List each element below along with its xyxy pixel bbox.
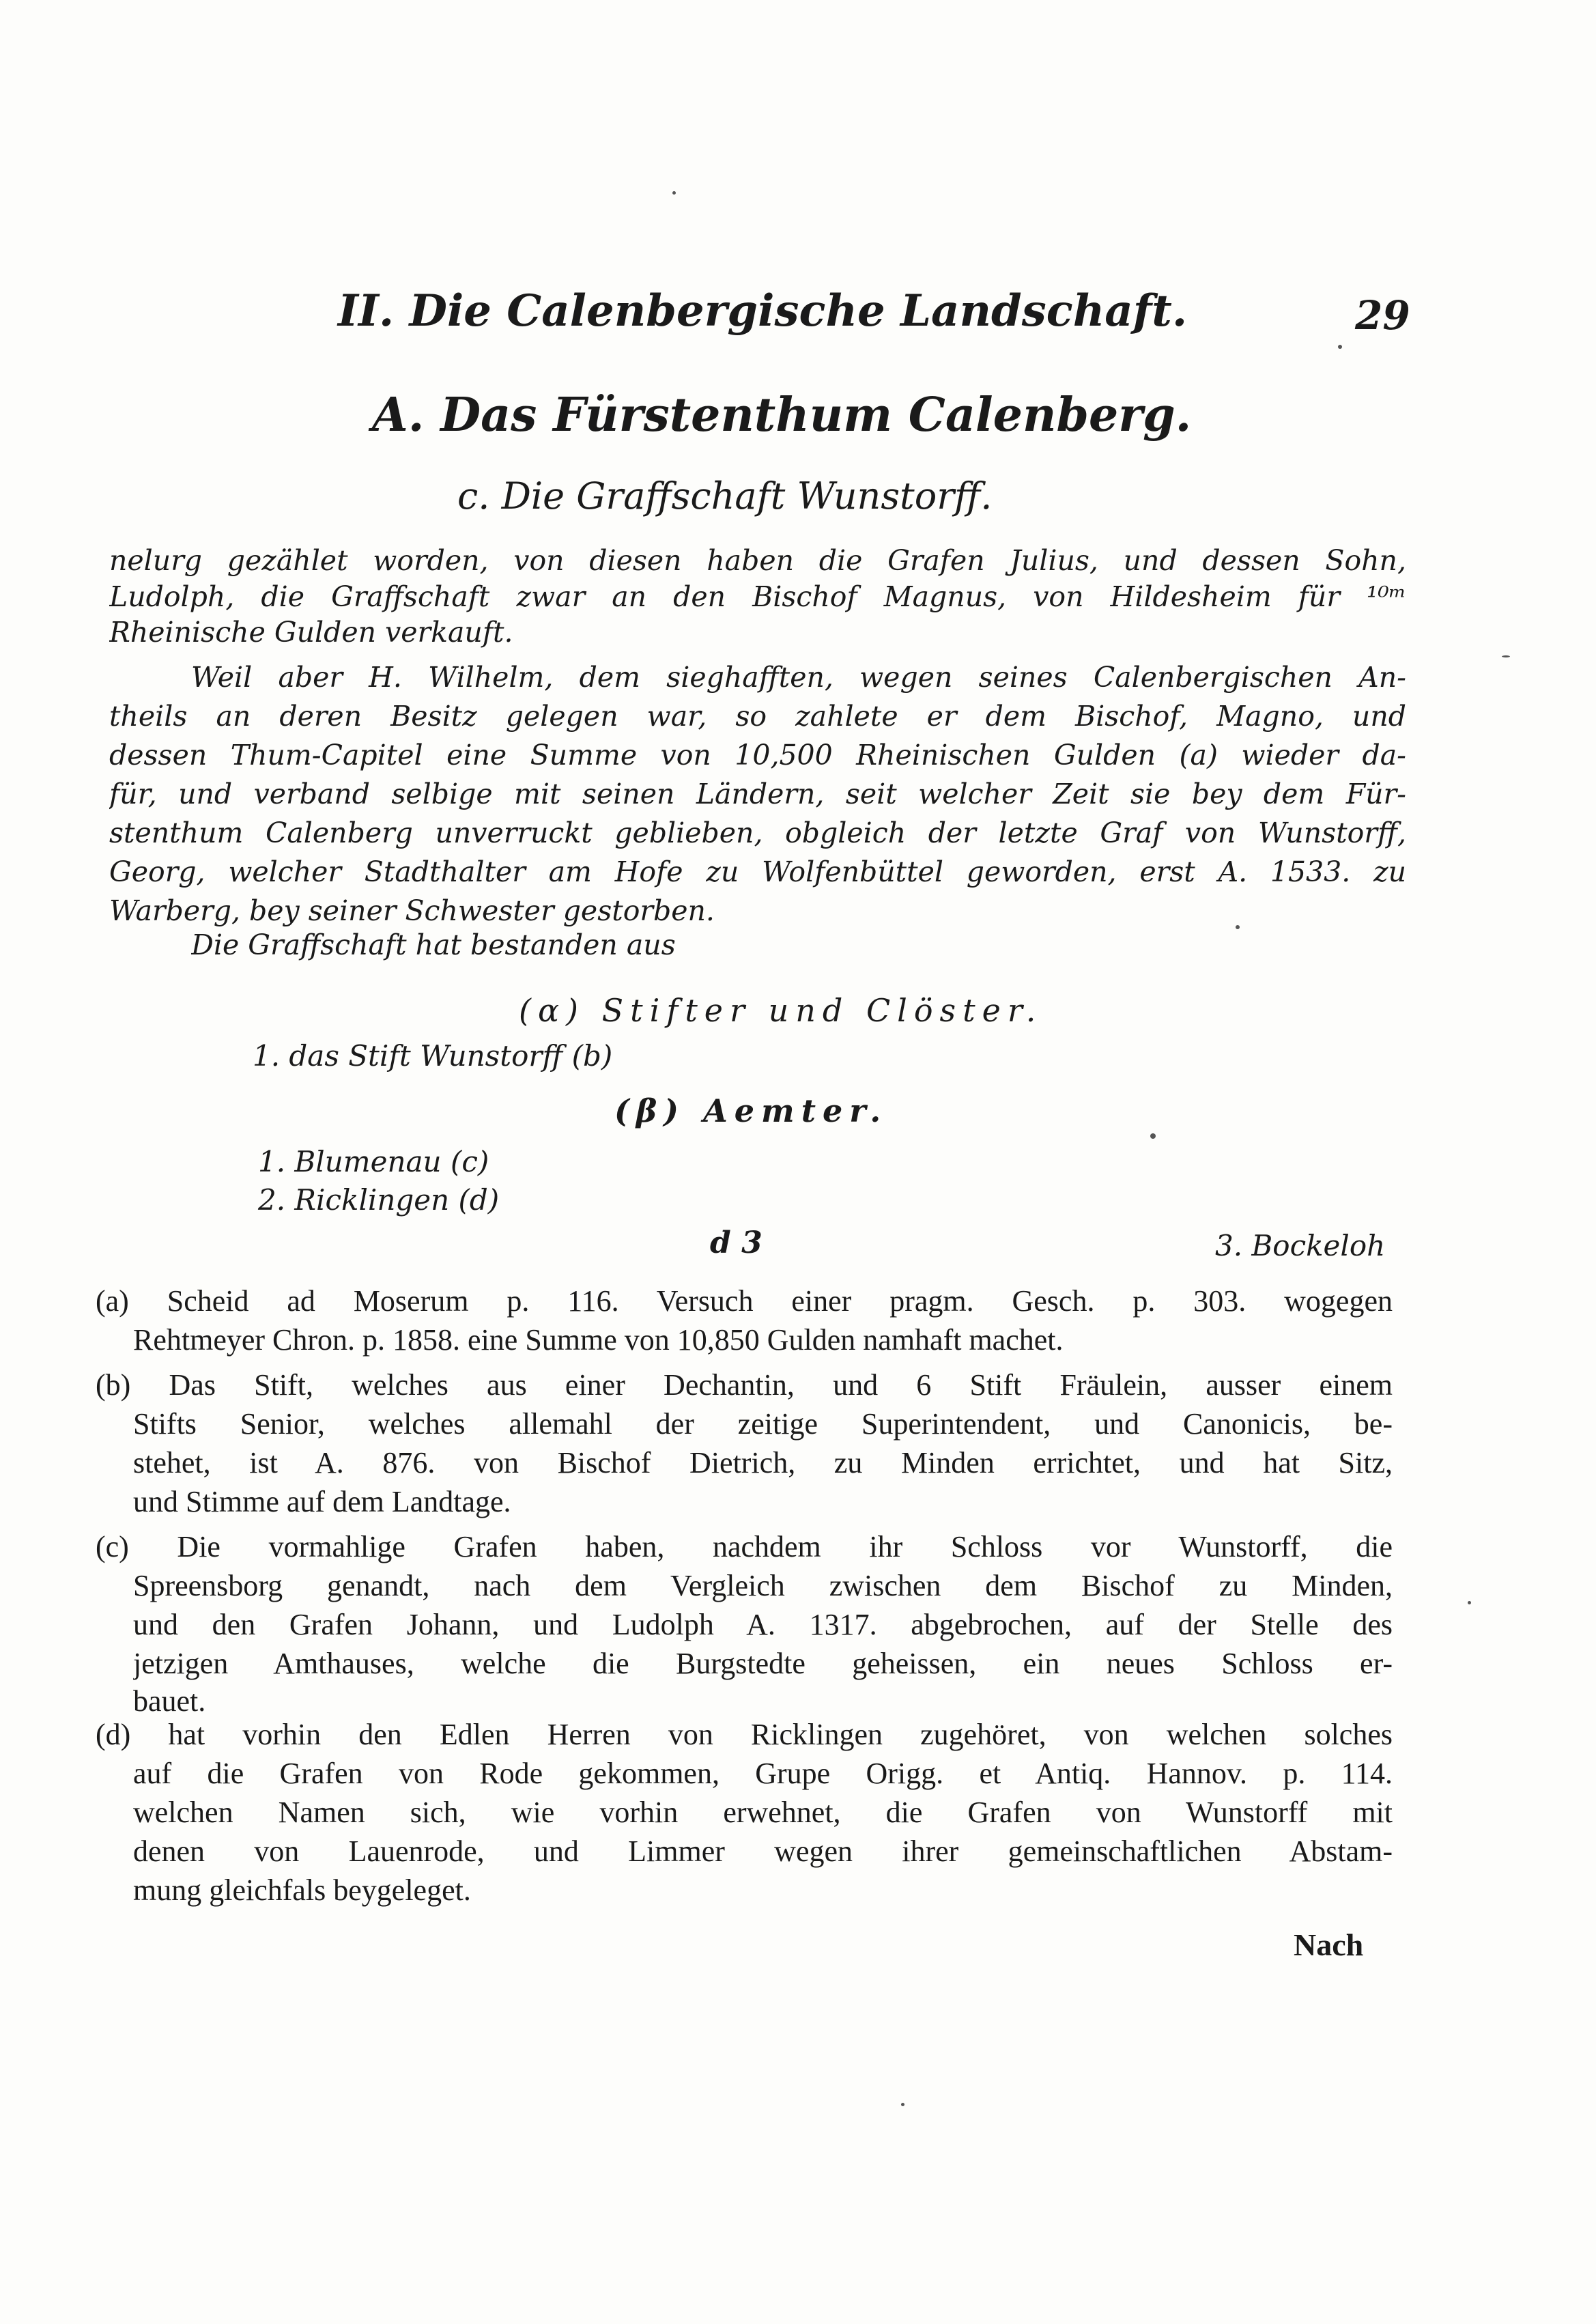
footnote-line: (b) Das Stift, welches aus einer Dechantin, und 6 Stift Fräulein, ausser einem bbox=[96, 1368, 1393, 1402]
scan-speck bbox=[1150, 1133, 1156, 1139]
footnote-line: und Stimme auf dem Landtage. bbox=[133, 1485, 511, 1518]
body-line: Ludolph, die Graffschaft zwar an den Bischof Magnus, von Hildesheim für ¹⁰ᵐ bbox=[109, 580, 1406, 613]
body-line: Rheinische Gulden verkauft. bbox=[109, 616, 513, 649]
scan-speck bbox=[1338, 345, 1342, 349]
scan-speck bbox=[1502, 655, 1510, 657]
footnote-line: Spreensborg genandt, nach dem Vergleich zwischen dem Bischof zu Minden, bbox=[133, 1569, 1393, 1602]
printer-signature: d 3 bbox=[710, 1225, 763, 1260]
footnote-line: (a) Scheid ad Moserum p. 116. Versuch einer pragm. Gesch. p. 303. wogegen bbox=[96, 1284, 1393, 1318]
section-title: A. Das Fürstenthum Calenberg. bbox=[372, 388, 1192, 442]
section-subtitle: c. Die Graffschaft Wunstorff. bbox=[457, 474, 993, 518]
body-line: Weil aber H. Wilhelm, dem sieghafften, wegen seines Calenbergischen An- bbox=[191, 661, 1406, 694]
body-line: Georg, welcher Stadthalter am Hofe zu Wolfenbüttel geworden, erst A. 1533. zu bbox=[109, 855, 1406, 888]
scan-speck bbox=[901, 2103, 904, 2106]
body-line: dessen Thum-Capitel eine Summe von 10,500 Rheinischen Gulden (a) wieder da- bbox=[109, 739, 1406, 771]
body-line: stenthum Calenberg unverruckt geblieben, obgleich der letzte Graf von Wunstorff, bbox=[109, 817, 1406, 849]
footnote-line: und den Grafen Johann, und Ludolph A. 1317. abgebrochen, auf der Stelle des bbox=[133, 1608, 1393, 1641]
scan-speck bbox=[1236, 925, 1240, 929]
footnote-line: Rehtmeyer Chron. p. 1858. eine Summe von 10,850 Gulden namhaft machet. bbox=[133, 1323, 1064, 1357]
scan-speck bbox=[1468, 1601, 1471, 1604]
footnote-line: auf die Grafen von Rode gekommen, Grupe Origg. et Antiq. Hannov. p. 114. bbox=[133, 1757, 1393, 1790]
footnote-line: welchen Namen sich, wie vorhin erwehnet, die Grafen von Wunstorff mit bbox=[133, 1796, 1393, 1829]
body-line: Warberg, bey seiner Schwester gestorben. bbox=[109, 894, 715, 927]
footnote-line: Stifts Senior, welches allemahl der zeitige Superintendent, und Canonicis, be- bbox=[133, 1407, 1393, 1441]
body-line: Die Graffschaft hat bestanden aus bbox=[191, 929, 676, 961]
running-title: II. Die Calenbergische Landschaft. bbox=[338, 285, 1188, 337]
page-number: 29 bbox=[1355, 292, 1410, 339]
section-alpha-item: 1. das Stift Wunstorff (b) bbox=[253, 1039, 613, 1073]
footnote-line: jetzigen Amthauses, welche die Burgstedte geheissen, ein neues Schloss er- bbox=[133, 1647, 1393, 1680]
catchword-item: 3. Bockeloh bbox=[1215, 1229, 1386, 1262]
catchword: Nach bbox=[1294, 1927, 1364, 1962]
body-line: für, und verband selbige mit seinen Ländern, seit welcher Zeit sie bey dem Für- bbox=[109, 778, 1406, 810]
body-line: nelurg gezählet worden, von diesen haben die Grafen Julius, und dessen Sohn, bbox=[109, 544, 1406, 577]
footnote-line: mung gleichfals beygeleget. bbox=[133, 1873, 471, 1907]
scan-speck bbox=[672, 191, 676, 195]
body-line: theils an deren Besitz gelegen war, so zahlete er dem Bischof, Magno, und bbox=[109, 700, 1406, 733]
section-beta-item: 1. Blumenau (c) bbox=[258, 1145, 489, 1178]
section-alpha-heading: (α) Stifter und Clöster. bbox=[519, 992, 1043, 1029]
footnote-line: (c) Die vormahlige Grafen haben, nachdem ihr Schloss vor Wunstorff, die bbox=[96, 1530, 1393, 1563]
section-beta-item: 2. Ricklingen (d) bbox=[258, 1183, 500, 1217]
footnote-line: (d) hat vorhin den Edlen Herren von Ricklingen zugehöret, von welchen solches bbox=[96, 1718, 1393, 1751]
footnote-line: denen von Lauenrode, und Limmer wegen ihrer gemeinschaftlichen Abstam- bbox=[133, 1834, 1393, 1868]
footnote-line: stehet, ist A. 876. von Bischof Dietrich, zu Minden errichtet, und hat Sitz, bbox=[133, 1446, 1393, 1479]
footnote-line: bauet. bbox=[133, 1684, 206, 1718]
section-beta-heading: (β) Aemter. bbox=[614, 1092, 888, 1129]
